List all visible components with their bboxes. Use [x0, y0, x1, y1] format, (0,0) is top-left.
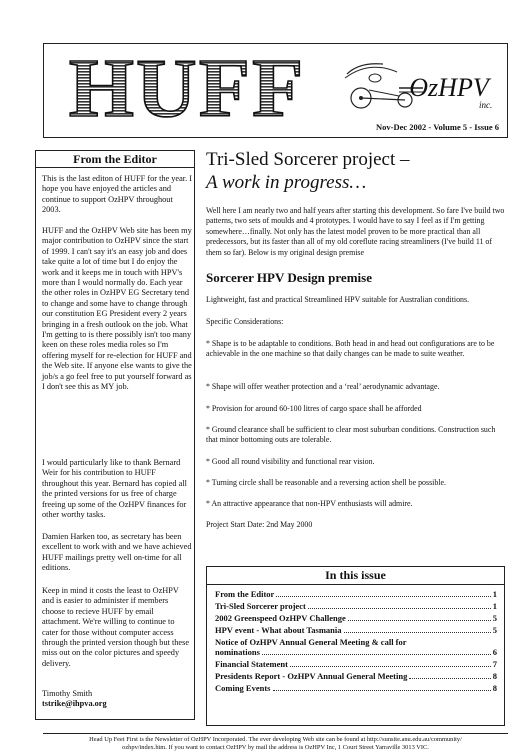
editor-paragraph: Damien Harken too, as secretary has been excellent to work with and we have achieved HUFF mailings pretty well on-time for all editions. [42, 532, 192, 573]
premise-lead: Lightweight, fast and practical Streamlined HPV suitable for Australian conditions. [206, 295, 470, 304]
contents-item-page: 6 [492, 647, 497, 657]
article-intro: Well here I am nearly two and half years after starting this development. So fare I've build two patterns, two sets of moulds and 4 prototypes. I would have to say I feel as if I'm getting somewhere…finally. Not only has the latest model proven to be more practical than all predecessors, but its faster than all of my old coreflute racing streamliners (I've build 11 of them so far). Below is my original design premise [206, 206, 505, 257]
masthead [43, 43, 508, 138]
footer-line: Head Up Feet First is the Newsletter of OzHPV Incorporated. The ever developing Web site can be found at http://sunsite.anu.edu.au/community/ [89, 736, 462, 743]
editor-paragraph: HUFF and the OzHPV Web site has been my major contribution to OzHPV since the start of 1999. I can't say it's an easy job and does take quite a lot of time but I do enjoy the work and it keeps me in touch with HPV's more than I would normally do. Each year the other roles in OzHPV EG Secretary tend to change and some have to change through our constitution EG President every 2 years bringing in a fresh outlook on the job. What I'm getting to is there possibly isn't too many keen on these roles media roles so I'm offering myself for re-election for HUFF and the Web site. If anyone else wants to give the job/s a go feel free to put yourself forward as I don't see this as MY job. [42, 226, 192, 392]
article-title-line1: Tri-Sled Sorcerer project – [206, 149, 410, 170]
contents-item-page: 8 [492, 671, 497, 681]
huff-logo [48, 50, 326, 122]
article-title-line2: A work in progress… [206, 172, 367, 193]
premise-bullet: * Shape is to be adaptable to conditions. Both head in and head out configurations are to be achievable in the one machine so that daily changes can be made to suite weather. [206, 339, 495, 359]
considerations-label: Specific Considerations: [206, 317, 284, 326]
editor-signature-email[interactable]: tstrike@ihpva.org [42, 699, 107, 708]
contents-item-title: nominations [215, 647, 260, 657]
contents-item[interactable] [215, 671, 497, 681]
editor-paragraph: This is the last editon of HUFF for the year. I hope you have enjoyed the articles and continue to support OzHPV throughout 2003. [42, 174, 193, 215]
footer-text [43, 736, 508, 752]
issue-line: Nov-Dec 2002 - Volume 5 - Issue 6 [375, 122, 499, 132]
editor-paragraph: I would particularly like to thank Bernard Weir for his contribution to HUFF throughout this year. Bernard has copied all the printed versions for us free of charge freeing up some of the OzHPV finances for other worthy tasks. [42, 458, 187, 520]
premise-bullet: * Turning circle shall be reasonable and a reversing action shell be possible. [206, 478, 446, 487]
editor-heading: From the Editor [36, 151, 194, 168]
contents-item-title: Coming Events [215, 683, 271, 693]
contents-item[interactable] [215, 625, 497, 635]
svg-text:HUFF: HUFF [68, 50, 306, 122]
contents-item-page: 5 [492, 625, 497, 635]
contents-item[interactable] [215, 589, 497, 599]
contents-item[interactable] [215, 647, 497, 657]
editor-column [35, 150, 195, 720]
contents-item-title: Presidents Report - OzHPV Annual General Meeting [215, 671, 408, 681]
premise-bullet: * Good all round visibility and functional rear vision. [206, 457, 375, 466]
contents-item-title: From the Editor [215, 589, 275, 599]
contents-item-page: 5 [492, 613, 497, 623]
contents-item[interactable] [215, 613, 497, 623]
contents-item-page: 1 [492, 589, 497, 599]
contents-item[interactable] [215, 601, 497, 611]
ozhpv-logo [339, 48, 499, 116]
contents-item[interactable] [215, 659, 497, 669]
premise-bullet: * Ground clearance shall be sufficient to clear most suburban conditions. Construction such that minor bottoming outs are tolerable. [206, 425, 496, 445]
contents-item-title: HPV event - What about Tasmania [215, 625, 342, 635]
contents-item-page: 7 [492, 659, 497, 669]
premise-bullet: * Provision for around 60-100 litres of cargo space shall be afforded [206, 404, 422, 413]
premise-bullet: * An attractive appearance that non-HPV enthusiasts will admire. [206, 499, 413, 508]
contents-item[interactable] [215, 683, 497, 693]
footer-line: ozhpv/index.htm. If you want to contact OzHPV by mail the address is OzHPV Inc, 1 Court Street Yarraville 3013 VIC. [122, 744, 429, 751]
contents-item-title: Financial Statement [215, 659, 288, 669]
contents-item-title: Tri-Sled Sorcerer project [215, 601, 306, 611]
contents-box [206, 566, 505, 726]
contents-item-page: 1 [492, 601, 497, 611]
contents-heading: In this issue [207, 567, 504, 585]
editor-signature-name: Timothy Smith [42, 689, 93, 698]
project-start-date: Project Start Date: 2nd May 2000 [206, 520, 313, 529]
contents-item[interactable] [215, 637, 497, 647]
footer [43, 733, 508, 754]
article-title [206, 148, 511, 194]
contents-item-title: Notice of OzHPV Annual General Meeting & call for [215, 637, 407, 647]
premise-heading: Sorcerer HPV Design premise [206, 270, 372, 285]
svg-text:inc.: inc. [479, 100, 493, 110]
contents-item-title: 2002 Greenspeed OzHPV Challenge [215, 613, 346, 623]
contents-item-page: 8 [492, 683, 497, 693]
premise-bullet: * Shape will offer weather protection and a ‘real’ aerodynamic advantage. [206, 382, 440, 391]
svg-text:OzHPV: OzHPV [409, 73, 489, 102]
editor-paragraph: Keep in mind it costs the least to OzHPV and is easier to administer if members choose to recieve HUFF by email attachment. We're willing to continue to cater for those without computer access through the printed version though but these miss out on the color pictures and speedy delivery. [42, 586, 190, 668]
